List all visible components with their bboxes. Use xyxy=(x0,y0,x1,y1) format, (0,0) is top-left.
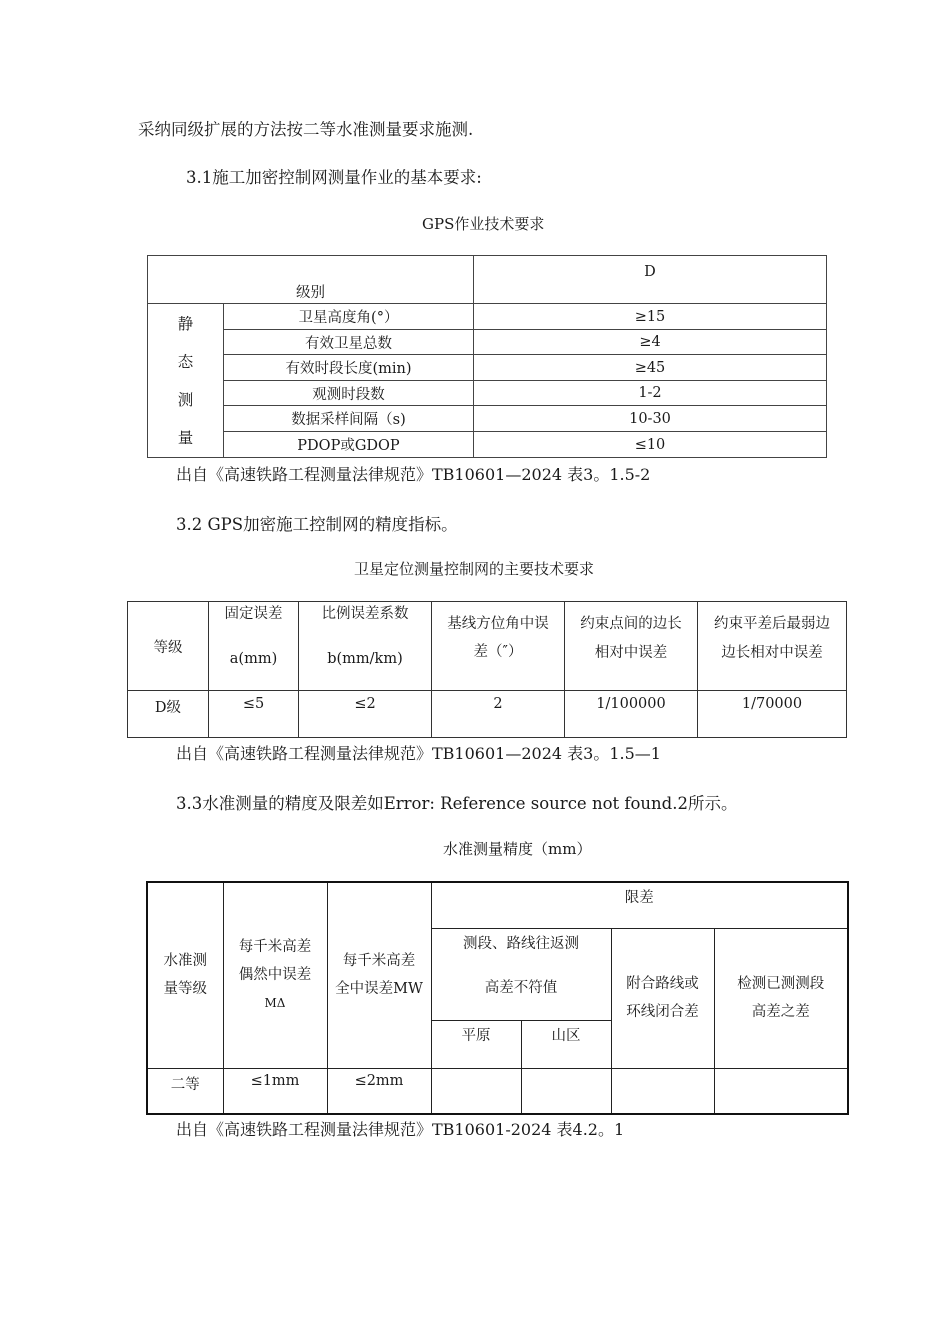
header-accidental-line2: 偶然中误差 xyxy=(238,967,312,984)
table3-source: 出自《高速铁路工程测量法律规范》TB10601-2024 表4.2。1 xyxy=(176,1120,625,1139)
cell-mountain xyxy=(521,1068,611,1114)
row-item: 有效卫星总数 xyxy=(224,330,474,355)
group-label-static xyxy=(148,304,224,458)
table2-caption: 卫星定位测量控制网的主要技术要求 xyxy=(354,560,595,578)
header-fixed-error-line2: a(mm) xyxy=(229,651,278,667)
header-mountain: 山区 xyxy=(521,1020,611,1068)
header-azimuth-line2: 差（″） xyxy=(473,644,523,660)
header-plain: 平原 xyxy=(431,1020,521,1068)
section-3-3-heading: 3.3水准测量的精度及限差如Error: Reference source not found.2所示。 xyxy=(176,794,738,813)
header-constrained-line1: 约束点间的边长 xyxy=(580,616,682,632)
header-closure xyxy=(611,928,714,1068)
header-accidental-error xyxy=(223,882,327,1068)
cell-grade: D级 xyxy=(128,691,209,738)
row-value: 1-2 xyxy=(474,381,827,406)
section-3-2-heading: 3.2 GPS加密施工控制网的精度指标。 xyxy=(176,515,458,534)
header-total-error xyxy=(327,882,431,1068)
header-level-line1: 水准测 xyxy=(163,953,207,970)
header-total-line2: 全中误差MW xyxy=(335,981,423,998)
header-ratio xyxy=(299,602,432,691)
gps-requirements-table xyxy=(147,255,827,458)
group-char: 态 xyxy=(177,352,194,371)
gnss-network-table xyxy=(127,601,847,738)
table1-caption: GPS作业技术要求 xyxy=(422,215,545,233)
row-item: 数据采样间隔（s) xyxy=(224,406,474,432)
header-grade: 等级 xyxy=(128,602,209,691)
leveling-precision-table xyxy=(146,881,849,1115)
cell-closure xyxy=(611,1068,714,1114)
cell-plain xyxy=(431,1068,521,1114)
intro-paragraph: 采纳同级扩展的方法按二等水准测量要求施测. xyxy=(138,120,474,139)
row-item: 观测时段数 xyxy=(224,381,474,406)
header-check xyxy=(714,928,848,1068)
group-char: 量 xyxy=(177,428,194,447)
group-char: 测 xyxy=(177,390,194,409)
header-closure-line2: 环线闭合差 xyxy=(626,1004,699,1020)
group-char: 静 xyxy=(177,314,194,333)
table3-caption: 水准测量精度（mm） xyxy=(443,840,592,858)
cell-ratio: ≤2 xyxy=(299,691,432,738)
table1-source: 出自《高速铁路工程测量法律规范》TB10601—2024 表3。1.5-2 xyxy=(176,465,651,484)
header-total-line1: 每千米高差 xyxy=(342,953,416,970)
header-limit: 限差 xyxy=(431,882,848,928)
header-azimuth xyxy=(432,602,565,691)
header-fixed-error xyxy=(209,602,299,691)
header-check-line2: 高差之差 xyxy=(751,1004,810,1020)
header-roundtrip-line2: 高差不符值 xyxy=(484,979,558,996)
cell-weakest: 1/70000 xyxy=(698,691,847,738)
row-value: ≤10 xyxy=(474,432,827,458)
header-level-grade xyxy=(147,882,223,1068)
header-roundtrip-line1: 测段、路线往返测 xyxy=(463,935,579,952)
header-ratio-line2: b(mm/km) xyxy=(327,651,403,667)
header-roundtrip xyxy=(431,928,611,1020)
header-weakest-line2: 边长相对中误差 xyxy=(721,645,823,661)
row-value: ≥45 xyxy=(474,355,827,381)
header-check-line1: 检测已测测段 xyxy=(737,976,825,992)
header-ratio-line1: 比例误差系数 xyxy=(321,606,409,622)
table2-source: 出自《高速铁路工程测量法律规范》TB10601—2024 表3。1.5—1 xyxy=(176,744,661,763)
header-weakest xyxy=(698,602,847,691)
row-value: 10-30 xyxy=(474,406,827,432)
header-accidental-line1: 每千米高差 xyxy=(238,939,312,956)
header-accidental-line3: MΔ xyxy=(264,996,286,1011)
row-value: ≥4 xyxy=(474,330,827,355)
header-weakest-line1: 约束平差后最弱边 xyxy=(714,616,830,632)
cell-accidental: ≤1mm xyxy=(223,1068,327,1114)
section-3-1-heading: 3.1施工加密控制网测量作业的基本要求: xyxy=(186,168,482,187)
row-item: 有效时段长度(min) xyxy=(224,355,474,381)
header-constrained xyxy=(565,602,698,691)
header-grade-d: D xyxy=(474,256,827,304)
header-level-line2: 量等级 xyxy=(163,981,207,998)
header-constrained-line2: 相对中误差 xyxy=(594,645,668,661)
cell-azimuth: 2 xyxy=(432,691,565,738)
cell-constrained: 1/100000 xyxy=(565,691,698,738)
header-fixed-error-line1: 固定误差 xyxy=(224,606,283,622)
header-level: 级别 xyxy=(148,256,474,304)
row-item: 卫星高度角(°） xyxy=(224,304,474,330)
row-item: PDOP或GDOP xyxy=(224,432,474,458)
cell-total: ≤2mm xyxy=(327,1068,431,1114)
cell-fixed: ≤5 xyxy=(209,691,299,738)
header-closure-line1: 附合路线或 xyxy=(626,976,699,992)
cell-level: 二等 xyxy=(147,1068,223,1114)
header-azimuth-line1: 基线方位角中误 xyxy=(447,616,549,632)
cell-check xyxy=(714,1068,848,1114)
row-value: ≥15 xyxy=(474,304,827,330)
